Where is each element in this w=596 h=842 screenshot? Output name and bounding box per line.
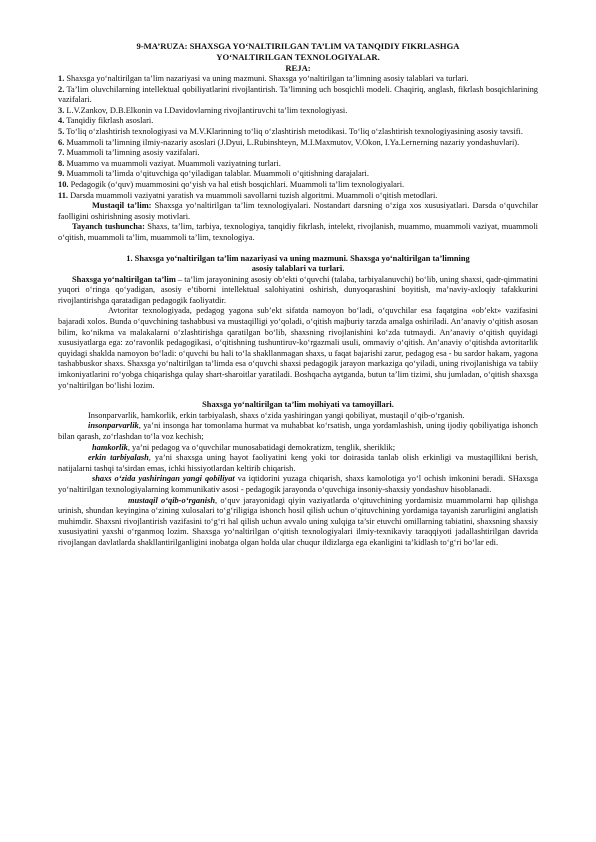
plan-item: 11. Darsda muammoli vaziyatni yaratish va muammoli savollarni tuzish algoritmi. Muammoli o‘qitish metodlari. — [58, 190, 438, 200]
paragraph-definition: Shaxsga yo‘naltirilgan ta’lim – ta’lim jarayonining asosiy ob’ekti o‘quvchi (talaba, tarbiyalanuvchi) bo‘lib, uning shaxsi, qadr-qimmatini yuqori o‘ringa qo‘yadigan, asosiy e’tiborni intellektual salohiyatini oshirish, dunyoqarashini boyitish, ma’naviy-axloqiy tafakkurini rivojlantirishga qaratadigan pedagogik faoliyatdir. — [58, 274, 539, 305]
plan-item: 10. Pedagogik (o‘quv) muammosini qo‘yish va hal etish bosqichlari. Muammoli ta’lim texnologiyalari. — [58, 179, 405, 189]
plan-item: 3. L.V.Zankov, D.B.Elkonin va I.Davidovlarning rivojlantiruvchi ta’lim texnologiyasi. — [58, 105, 348, 115]
plan-item: 6. Muammoli ta’limning ilmiy-nazariy asoslari (J.Dyui, L.Rubinshteyn, M.I.Maxmutov, V.Okon, I.Ya.Lernerning nazariy yondashuvlari). — [58, 137, 520, 147]
title-line-1: 9-MA’RUZA: SHAXSGA YO‘NALTIRILGAN TA’LIM VA TANQIDIY FIKRLASHGA — [136, 41, 460, 51]
paragraph-principles: Insonparvarlik, hamkorlik, erkin tarbiyalash, shaxs o‘zida yashiringan yangi qobiliyat, mustaqil o‘qib-o‘rganish. — [88, 410, 465, 420]
mustaqil-label: Mustaqil ta’lim: — [92, 201, 152, 211]
mustaqil-talim: Mustaqil ta’lim: Shaxsga yo‘naltirilgan ta’lim texnologiyalari. Nostandart darsning o‘ziga xos xususiyatlari. Darsda o‘quvchilar faolligini oshirishning asosiy motivlari. — [58, 201, 539, 221]
plan-item: 8. Muammo va muammoli vaziyat. Muammoli vaziyatning turlari. — [58, 158, 281, 168]
tayanch-tushuncha: Tayanch tushuncha: Shaxs, ta’lim, tarbiya, texnologiya, tanqidiy fikrlash, intelekt, rivojlanish, muammo, muammoli vaziyat, muammoli o‘qitish, muammoli ta’lim, muammoli ta’lim, texnologiya. — [58, 222, 538, 242]
plan-item: 5. To‘liq o‘zlashtirish texnologiyasi va M.V.Klarinning to‘liq o‘zlashtirish metodikasi. To‘liq o‘zlashtirish texnologiyasining asosiy tavsifi. — [58, 126, 523, 136]
principle-erkin: erkin tarbiyalash, ya’ni shaxsga uning hayot faoliyatini keng yoki tor doirasida tanlab olish erkinligi va mustaqillikni berish, natijalarni tashqi ta’sirdan emas, ichki hissiyotlardan keltirib chiqarish. — [58, 453, 538, 473]
tayanch-label: Tayanch tushuncha: — [72, 222, 145, 232]
principle-insonparvarlik: insonparvarlik, ya’ni insonga har tomonlama hurmat va muhabbat ko‘rsatish, unga yordamlashish, uning ijodiy qobiliyatiga ishonch bilan qarash, zo‘rlashdan to‘la voz kechish; — [58, 421, 538, 441]
principle-qobiliyat: shaxs o‘zida yashiringan yangi qobiliyat va iqtidorini yuzaga chiqarish, shaxs kamolotiga yo‘l ochish imkonini beradi. SHaxsga yo‘naltirilgan texnologiyalarning kommunikativ asosi - pedagogik jarayonda o‘quvchiga insoniy-shaxsiy yondashuv hisoblanadi. — [58, 474, 539, 494]
plan-list — [58, 74, 538, 201]
title-line-2: YO‘NALTIRILGAN TEXNOLOGIYALAR. — [216, 52, 380, 62]
plan-item: 2. Ta’lim oluvchilarning intellektual qobiliyatlarini rivojlantirish. Ta’limning uch bosqichli modeli. Chaqiriq, anglash, fikrlash bosqichlarining vazifalari. — [58, 84, 538, 105]
plan-item: 9. Muammoli ta’limda o‘qituvchiga qo‘yiladigan talablar. Muammoli o‘qitishning darajalari. — [58, 169, 369, 179]
reja-label: REJA: — [285, 63, 311, 73]
principle-mustaqil: mustaqil o‘qib-o‘rganish, o‘quv jarayonidagi qiyin vaziyatlarda o‘qituvchining yordamisiz muammolarni hap qilishga urinish, shundan keyingina o‘zining xulosalari to‘g‘riligiga ishonch hosil qilish uchun o‘qituvchining yordamiga tayanish zarurligini anglatish muhimdir. Shaxsni rivojlantirish vazifasini to‘g‘ri hal qilish uchun avvalo uning xulqiga ta’sir etuvchi omillarning tabiatini, shaxsning shaxsiy xususiyatini yaxshi o‘rganmoq lozim. Shaxsga yo‘naltirilgan o‘qitish texnologiyalari ilmiy-texnikaviy taraqqiyoti jadallashtirilgan davrida rivojlangan davlatlarda shakllantirilganligini inobatga olgan holda ular chuqur ildizlarga ega ekanligini ta’kidlash to‘g‘ri bo‘lar edi. — [58, 495, 538, 547]
principle-hamkorlik: hamkorlik, ya’ni pedagog va o‘quvchilar munosabatidagi demokratizm, tenglik, sheriklik; — [92, 442, 396, 452]
lecture-title — [58, 41, 538, 74]
section-2-heading: Shaxsga yo‘naltirilgan ta’lim mohiyati va tamoyillari. — [202, 400, 394, 410]
plan-item: 7. Muammoli ta’limning asosiy vazifalari. — [58, 148, 200, 158]
plan-item: 1. Shaxsga yo‘naltirilgan ta’lim nazariyasi va uning mazmuni. Shaxsga yo‘naltirilgan ta’limning asosiy talablari va turlari. — [58, 74, 469, 83]
paragraph-avtoritar: Avtoritar texnologiyada, pedagog yagona sub’ekt sifatda namoyon bo‘ladi, o‘quvchilar esa faqatgina «ob’ekt» vazifasini bajaradi xolos. Bunda o‘quvchining tashabbusi va mustaqilligi yo‘qoladi, o‘qitish majburiy tarzda amalga oshiriladi. An’anaviy o‘qitish asosan bilim, ko‘nikma va malakalarni o‘zlashtirishga qaratilgan bo‘lib, shaxsning rivojlanishini ko‘zda tutmaydi. An’anaviy o‘qitish quyidagi xususiyatlarga ega: zo‘ravonlik pedagogikasi, o‘qitishning tushuntiruv-ko‘rgazmali usuli, ommaviy o‘qitish. An’anaviy o‘qitishda avtoritarlik quyidagi shaklda namoyon bo‘ladi: o‘quvchi bu hali to‘la shakllanmagan shaxs, u faqat bajarishi zarur, pedagog esa - bu sardor hakam, yagona tashabbuskor shaxs. Shaxsga yo‘naltirilgan ta’limda esa o‘quvchi shaxsi pedagogik jarayon markaziga qo‘yiladi, uning rivojlanishiga va tabiiy imkoniyatlarini ro‘yobga chiqarishga qulay shart-sharoitlar yaratiladi. Boshqacha aytganda, butun ta’lim tizimi, shu jumladan, o‘qitish shaxsga yo‘naltirilgan bo‘lishi lozim. — [58, 306, 538, 390]
section-1-heading: 1. Shaxsga yo‘naltirilgan ta’lim nazariyasi va uning mazmuni. Shaxsga yo‘naltirilgan ta’limning asosiy talablari va turlari. — [126, 253, 470, 274]
plan-item: 4. Tanqidiy fikrlash asoslari. — [58, 116, 154, 126]
